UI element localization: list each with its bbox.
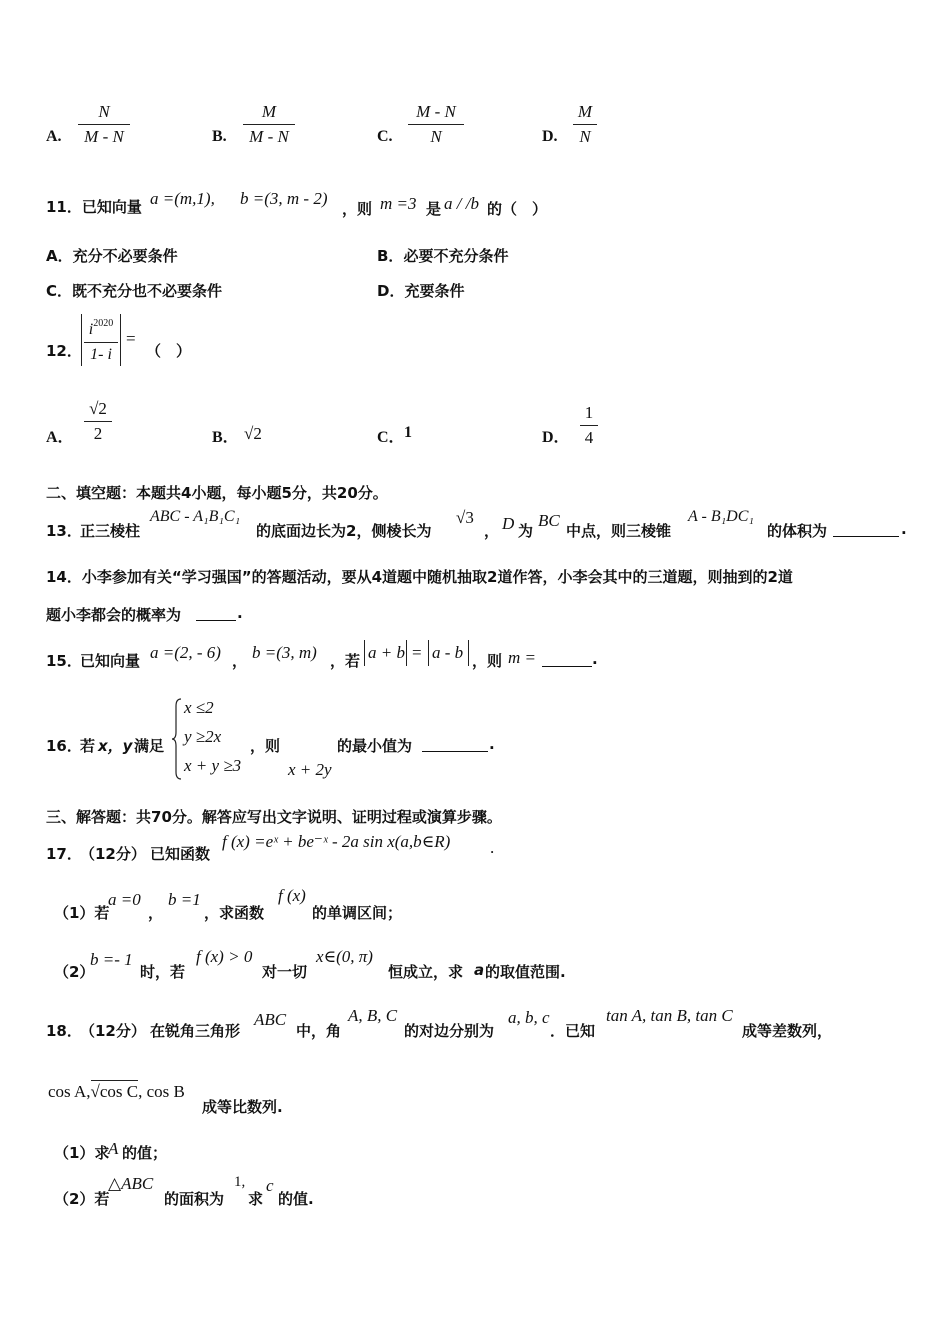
q11-text: 已知向量: [81, 198, 142, 216]
q18-cos-b: , cos B: [138, 1082, 185, 1101]
q16-text-1: 若: [80, 737, 96, 755]
q18-part2-label: （2）若: [54, 1190, 110, 1208]
q10-option-c-letter: C.: [377, 128, 393, 145]
q18-triangle: ABC: [254, 1010, 287, 1029]
q18-cosines: [48, 1082, 185, 1102]
q13-text-5: 中点，则三棱锥: [566, 522, 672, 540]
q18-score: （12分）: [80, 1022, 146, 1040]
q18-sqrt-cos-c: √cos C: [90, 1082, 139, 1101]
q17-part2-domain: x∈(0, π): [316, 947, 373, 966]
q17-part2-a: a: [474, 961, 485, 979]
q13-text-4: 为: [518, 522, 534, 540]
q13-end: .: [901, 520, 907, 538]
q18-part2-text-2: 求: [248, 1190, 264, 1208]
q13-text-3: ，: [484, 522, 500, 540]
q14-end: .: [237, 604, 243, 622]
q15-text-4: ，则: [472, 652, 503, 670]
q10-option-c-fraction: [408, 102, 464, 147]
q16-text-4: 的最小值为: [337, 737, 413, 755]
q11-paren: 的（ ）: [487, 200, 548, 218]
q12-equals: =: [126, 329, 136, 348]
q18-angles: A, B, C: [348, 1006, 398, 1025]
q17-part2-b: b =- 1: [90, 950, 133, 969]
q18-text-1: 在锐角三角形: [150, 1022, 241, 1040]
q13-segment-bc: BC: [538, 511, 560, 530]
q10-option-c-num: M - N: [416, 102, 456, 121]
q18-text-5: 成等差数列，: [742, 1022, 833, 1040]
q12-number: 12．: [46, 342, 82, 360]
q15-answer-blank[interactable]: [542, 652, 592, 667]
q16-text-2: 满足: [134, 737, 165, 755]
q11-number: 11．: [46, 198, 82, 216]
q11-option-c: [46, 280, 222, 301]
q17-part1-comma: ，: [148, 904, 164, 922]
q13-number: 13．: [46, 522, 82, 540]
q18-part2-triangle: △ABC: [108, 1174, 154, 1193]
q17-function: f (x) =eˣ + be⁻ˣ - 2a sin x(a,b∈R): [222, 832, 451, 851]
q18-text-4: ．已知: [550, 1022, 596, 1040]
q11-parallel: a / /b: [444, 194, 479, 213]
q11-condition: m =3: [380, 194, 417, 213]
q17-part2-label: （2）: [54, 963, 95, 981]
q12-option-c-letter: C．: [377, 429, 405, 446]
q12-option-c-text: 1: [404, 424, 412, 441]
q15-vector-b: b =(3, m): [252, 643, 317, 662]
q15-m-equals: m =: [508, 648, 536, 667]
q10-option-a-num: N: [98, 102, 110, 121]
q13-pyramid: A - B₁DC₁: [688, 508, 754, 525]
q12-option-d-letter: D．: [542, 429, 570, 446]
q15-vector-a: a =(2, - 6): [150, 643, 221, 662]
q10-option-b-num: M: [261, 102, 277, 121]
q10-option-a-fraction: [78, 102, 130, 147]
q11-option-d-text: 充要条件: [404, 282, 465, 300]
q16-answer-blank[interactable]: [422, 737, 488, 752]
q11-option-b-text: 必要不充分条件: [403, 247, 509, 265]
q18-part2-text-1: 的面积为: [164, 1190, 225, 1208]
q11-then: ，则: [342, 200, 373, 218]
q12-num-exp: 2020: [93, 318, 114, 329]
q12-den: 1- i: [90, 346, 112, 363]
q10-option-a-den: M - N: [84, 127, 124, 146]
q17-part1-a: a =0: [108, 890, 141, 909]
q15-text-2: ，: [232, 652, 248, 670]
q12-fraction: [84, 314, 118, 365]
q13-answer-blank[interactable]: [833, 522, 899, 537]
section-3-heading: 三、解答题：共70分。解答应写出文字说明、证明过程或演算步骤。: [46, 808, 502, 826]
q17-part2-inequality: f (x) > 0: [196, 947, 253, 966]
q12-num-base: i: [88, 321, 94, 338]
q18-part2-end: 的值.: [278, 1190, 314, 1208]
q10-option-c-den: N: [430, 127, 442, 146]
q13-sqrt3: √3: [456, 508, 474, 527]
q12-option-d-den: 4: [584, 428, 594, 447]
q16-constraint-3: x + y ≥3: [184, 756, 242, 775]
q11-vector-b: b =(3, m - 2): [240, 189, 328, 208]
q16-expression: x + 2y: [288, 760, 332, 779]
q17-text-1: 已知函数: [150, 845, 211, 863]
left-brace-icon: [172, 698, 182, 780]
q13-prism: ABC - A₁B₁C₁: [150, 508, 241, 525]
q15-end: .: [592, 650, 598, 668]
q12-option-a-letter: A．: [46, 429, 74, 446]
q18-sides: a, b, c: [508, 1008, 550, 1027]
q17-part2-text-1: 时，若: [140, 963, 186, 981]
q18-tangents: tan A, tan B, tan C: [606, 1006, 733, 1025]
q12-option-d-num: 1: [584, 403, 594, 422]
q11-option-d: [377, 280, 464, 301]
q15-equals: =: [412, 643, 422, 662]
q13-text-6: 的体积为: [767, 522, 828, 540]
q18-text-3: 的对边分别为: [404, 1022, 495, 1040]
q10-option-b-den: M - N: [249, 127, 289, 146]
q11-option-c-letter: C．: [46, 282, 73, 300]
q10-option-b-fraction: [243, 102, 295, 147]
q15-abs-left: a + b: [368, 643, 405, 662]
q12-option-b-text: √2: [244, 424, 262, 443]
q13-point-d: D: [502, 514, 515, 533]
q18-part1-label: （1）求: [54, 1144, 110, 1162]
q17-part1-text: ，求函数: [204, 904, 265, 922]
q10-option-b-letter: B.: [212, 128, 227, 145]
q12-option-d-fraction: [580, 403, 598, 448]
q16-constraint-1: x ≤2: [184, 698, 214, 717]
q17-part1-function: f (x): [278, 886, 306, 905]
q18-part2-one: 1,: [234, 1174, 246, 1190]
q15-abs-right: a - b: [432, 643, 464, 662]
q15-number: 15．: [46, 652, 82, 670]
q18-part2-c: c: [266, 1176, 274, 1195]
q12-paren: （ ）: [146, 342, 192, 360]
q17-part1-b: b =1: [168, 890, 201, 909]
section-2-heading: 二、填空题：本题共4小题，每小题5分，共20分。: [46, 484, 388, 502]
q18-part1-end: 的值；: [122, 1144, 168, 1162]
q17-part2-text-2: 对一切: [262, 963, 308, 981]
q11-option-a-letter: A．: [46, 247, 73, 265]
q17-end: .: [490, 838, 495, 857]
q17-part1-end: 的单调区间；: [312, 904, 403, 922]
q12-option-a-num: √2: [89, 399, 107, 418]
q13-text-1: 正三棱柱: [80, 522, 141, 540]
q10-option-d-num: M: [577, 102, 593, 121]
q11-is: 是: [426, 200, 442, 218]
q18-number: 18．: [46, 1022, 82, 1040]
q14-line-1: 14．小李参加有关“学习强国”的答题活动，要从4道题中随机抽取2道作答，小李会其中的三道题，则抽到的2道: [46, 568, 793, 586]
q16-variables: x，y: [98, 737, 133, 755]
q11-vector-a: a =(m,1),: [150, 189, 215, 208]
q17-part1-label: （1）若: [54, 904, 110, 922]
q17-part2-end: 的取值范围.: [485, 963, 566, 981]
q17-score: （12分）: [80, 845, 146, 863]
q18-text-2: 中，角: [296, 1022, 342, 1040]
q12-option-a-fraction: [84, 399, 112, 444]
q18-part1-angle: A: [108, 1139, 119, 1158]
q12-option-a-den: 2: [93, 424, 103, 443]
q13-text-2: 的底面边长为2，侧棱长为: [256, 522, 432, 540]
q11-option-c-text: 既不充分也不必要条件: [72, 282, 223, 300]
q16-constraint-2: y ≥2x: [184, 727, 222, 746]
q11-option-a: [46, 245, 178, 266]
q17-part2-text-3: 恒成立，求: [388, 963, 464, 981]
q14-line-2: 题小李都会的概率为: [46, 606, 182, 624]
q18-text-6: 成等比数列.: [202, 1098, 283, 1116]
q18-cos-a: cos A,: [48, 1082, 91, 1101]
q10-option-d-fraction: [573, 102, 597, 147]
q12-option-b-letter: B．: [212, 429, 239, 446]
q17-number: 17．: [46, 845, 82, 863]
q11-stem: [46, 196, 142, 217]
q14-answer-blank[interactable]: [196, 606, 236, 621]
q16-end: .: [489, 735, 495, 753]
q11-option-b-letter: B．: [377, 247, 404, 265]
q10-option-d-letter: D.: [542, 128, 558, 145]
q15-text-1: 已知向量: [80, 652, 141, 670]
q11-option-a-text: 充分不必要条件: [72, 247, 178, 265]
q15-text-3: ，若: [330, 652, 361, 670]
q16-text-3: ，则: [250, 737, 281, 755]
q10-option-d-den: N: [579, 127, 591, 146]
q11-option-d-letter: D．: [377, 282, 405, 300]
q16-number: 16．: [46, 737, 82, 755]
q11-option-b: [377, 245, 508, 266]
q10-option-a-letter: A.: [46, 128, 62, 145]
